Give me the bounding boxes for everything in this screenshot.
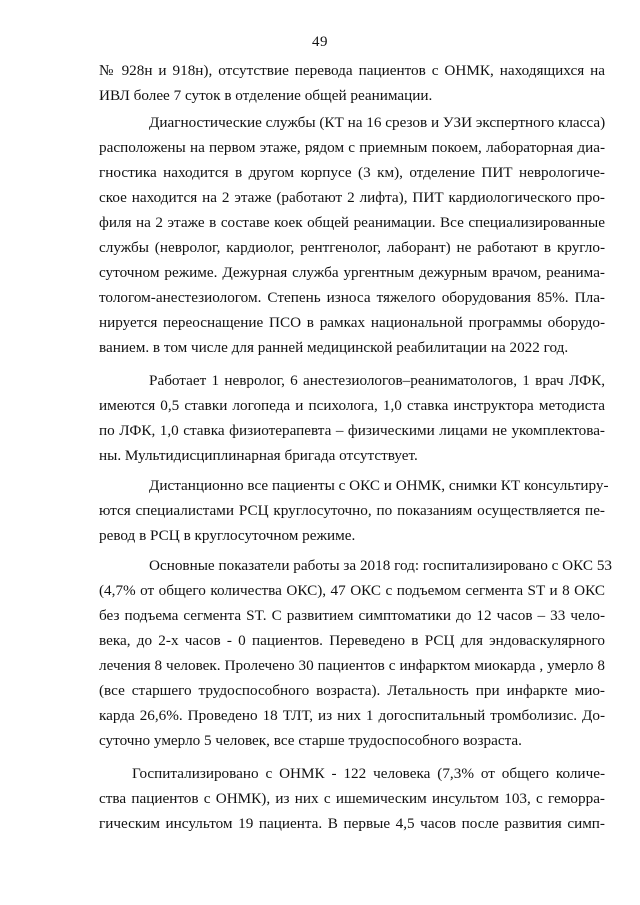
text-line: суточно умерло 5 человек, все старше трудоспособного возраста.	[99, 732, 522, 749]
text-line: № 928н и 918н), отсутствие перевода пациентов с ОНМК, находящихся на	[99, 62, 605, 79]
text-line: филя на 2 этаже в составе коек общей реанимации. Все специализированные	[99, 214, 605, 231]
text-line: гностика находится в другом корпусе (3 км), отделение ПИТ неврологиче-	[99, 164, 605, 181]
text-line: гическим инсультом 19 пациента. В первые 4,5 часов после развития симп-	[99, 815, 605, 832]
page-number: 49	[312, 34, 328, 50]
text-line: ревод в РСЦ в круглосуточном режиме.	[99, 527, 356, 544]
text-line: службы (невролог, кардиолог, рентгенолог, лаборант) не работают в кругло-	[99, 239, 605, 256]
text-line: имеются 0,5 ставки логопеда и психолога, 1,0 ставка инструктора методиста	[99, 397, 605, 414]
text-line: карда 26,6%. Проведено 18 ТЛТ, из них 1 догоспитальный тромболизис. До-	[99, 707, 605, 724]
text-line: по ЛФК, 1,0 ставка физиотерапевта – физическими лицами не укомплектова-	[99, 422, 605, 439]
text-line: ИВЛ более 7 суток в отделение общей реанимации.	[99, 87, 433, 104]
text-line: Диагностические службы (КТ на 16 срезов и УЗИ экспертного класса)	[149, 114, 606, 131]
text-line: ства пациентов с ОНМК), из них с ишемическим инсультом 103, с геморра-	[99, 790, 605, 807]
text-line: (все старшего трудоспособного возраста). Летальность при инфаркте мио-	[99, 682, 605, 699]
text-line: ются специалистами РСЦ круглосуточно, по показаниям осуществляется пе-	[99, 502, 605, 519]
text-line: без подъема сегмента ST. С развитием симптоматики до 12 часов – 33 чело-	[99, 607, 605, 624]
text-line: Госпитализировано с ОНМК - 122 человека (7,3% от общего количе-	[132, 765, 605, 782]
text-line: (4,7% от общего количества ОКС), 47 ОКС с подъемом сегмента ST и 8 ОКС	[99, 582, 605, 599]
text-line: тологом-анестезиологом. Степень износа тяжелого оборудования 85%. Пла-	[99, 289, 605, 306]
text-line: ванием. в том числе для ранней медицинской реабилитации на 2022 год.	[99, 339, 569, 356]
text-line: ны. Мультидисциплинарная бригада отсутствует.	[99, 447, 418, 464]
text-line: нируется переоснащение ПСО в рамках национальной программы оборудо-	[99, 314, 605, 331]
text-line: Работает 1 невролог, 6 анестезиологов–реаниматологов, 1 врач ЛФК,	[149, 372, 605, 389]
text-line: расположены на первом этаже, рядом с приемным покоем, лабораторная диа-	[99, 139, 605, 156]
text-line: лечения 8 человек. Пролечено 30 пациентов с инфарктом миокарда , умерло 8	[99, 657, 605, 674]
text-line: Дистанционно все пациенты с ОКС и ОНМК, снимки КТ консультиру-	[149, 477, 609, 494]
text-line: Основные показатели работы за 2018 год: госпитализировано с ОКС 53	[149, 557, 613, 574]
text-line: суточном режиме. Дежурная служба ургентным дежурным врачом, реанима-	[99, 264, 605, 281]
text-line: века, до 2-х часов - 0 пациентов. Переведено в РСЦ для эндоваскулярного	[99, 632, 605, 649]
text-line: ское находится на 2 этаже (работают 2 лифта), ПИТ кардиологического про-	[99, 189, 605, 206]
